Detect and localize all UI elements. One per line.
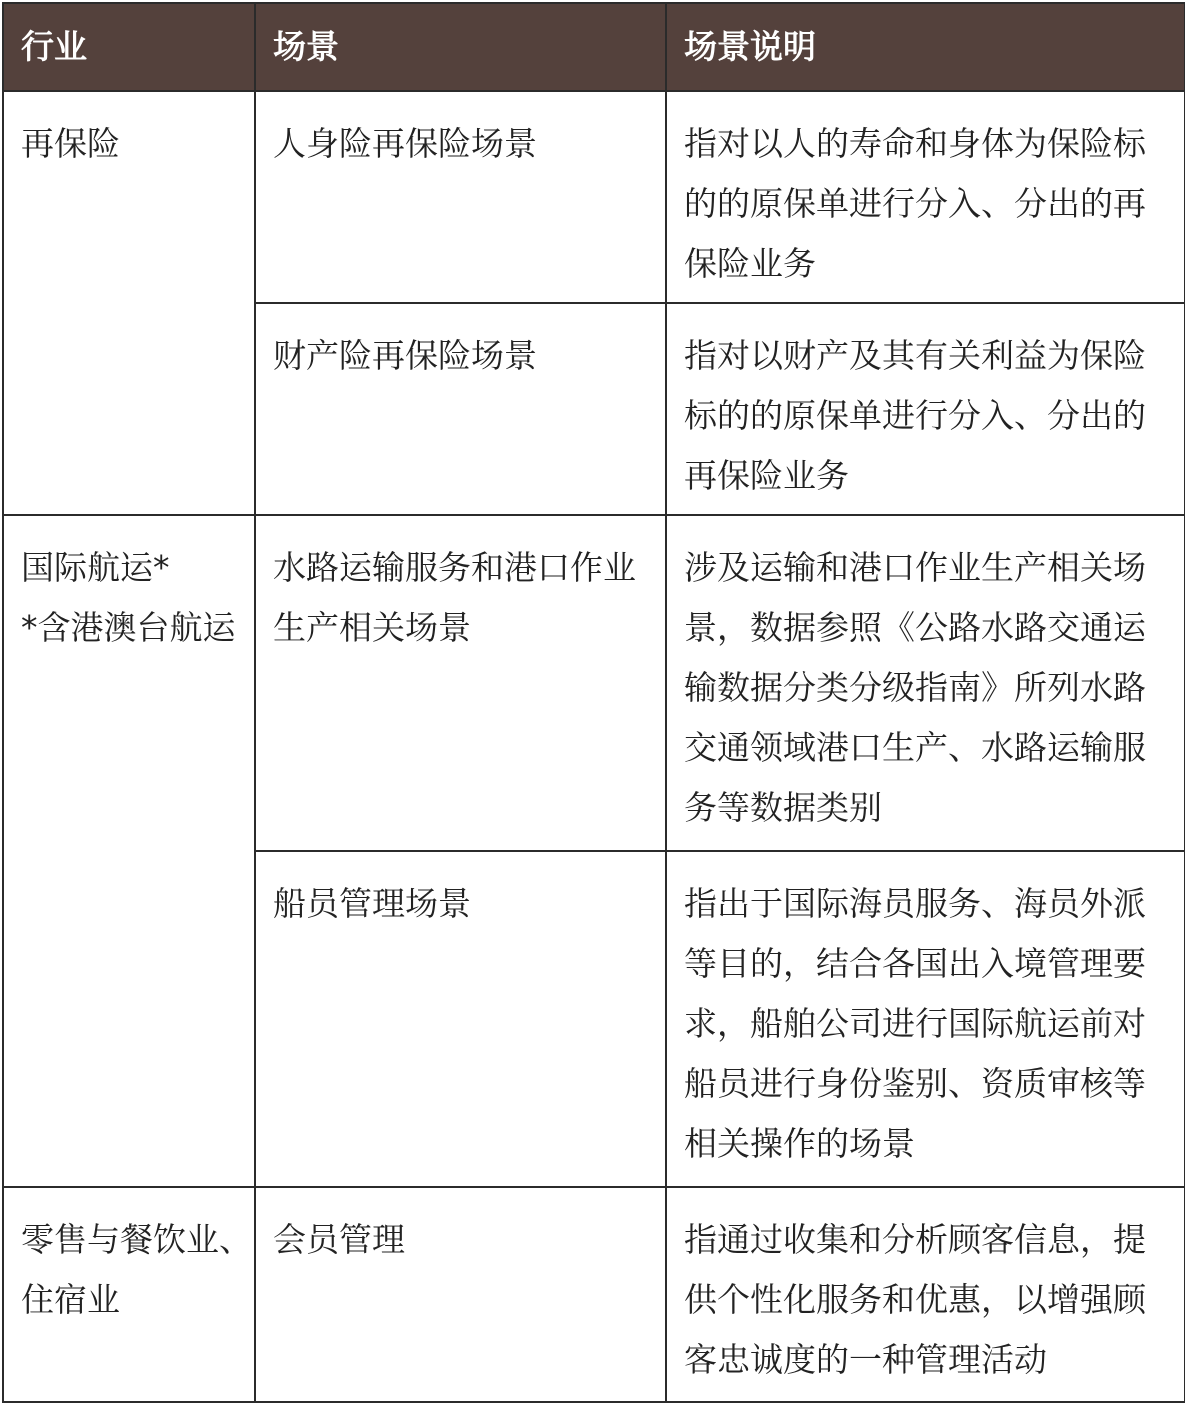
description-line: 指出于国际海员服务、海员外派 [684,884,1146,923]
description-line: 指对以财产及其有关利益为保险 [684,336,1146,375]
description-line: 指对以人的寿命和身体为保险标 [684,124,1146,163]
description-line: 船员进行身份鉴别、资质审核等 [684,1064,1146,1103]
description-line: 输数据分类分级指南》所列水路 [684,668,1146,707]
description-cell [666,515,1185,851]
scene-line: 船员管理场景 [273,884,471,923]
scene-cell [255,303,666,515]
header-industry: 行业 [3,3,255,91]
description-line: 供个性化服务和优惠，以增强顾 [684,1280,1146,1319]
description-line: 求，船舶公司进行国际航运前对 [684,1004,1146,1043]
header-description: 场景说明 [666,3,1185,91]
industry-cell [3,1187,255,1402]
description-line: 务等数据类别 [684,788,882,827]
industry-line: 再保险 [21,124,120,163]
description-line: 指通过收集和分析顾客信息，提 [684,1220,1146,1259]
scene-cell [255,1187,666,1402]
description-line: 再保险业务 [684,456,849,495]
description-line: 涉及运输和港口作业生产相关场 [684,548,1146,587]
industry-line: *含港澳台航运 [21,608,236,647]
table-row [3,91,1185,303]
scenario-table [2,2,1185,1403]
scene-line: 会员管理 [273,1220,405,1259]
industry-cell [3,515,255,1187]
description-line: 景，数据参照《公路水路交通运 [684,608,1146,647]
scene-line: 水路运输服务和港口作业 [273,548,636,587]
scene-cell [255,91,666,303]
industry-line: 住宿业 [21,1280,120,1319]
description-line: 等目的，结合各国出入境管理要 [684,944,1146,983]
description-cell [666,91,1185,303]
description-line: 客忠诚度的一种管理活动 [684,1340,1047,1379]
description-line: 保险业务 [684,244,816,283]
description-line: 交通领域港口生产、水路运输服 [684,728,1146,767]
table-row [3,1187,1185,1402]
scene-cell [255,515,666,851]
industry-line: 零售与餐饮业、 [21,1220,252,1259]
description-cell [666,851,1185,1187]
description-line: 相关操作的场景 [684,1124,915,1163]
header-scene: 场景 [255,3,666,91]
table-row [3,515,1185,851]
scene-cell [255,851,666,1187]
scene-line: 人身险再保险场景 [273,124,537,163]
industry-cell [3,91,255,515]
description-cell [666,1187,1185,1402]
description-line: 的的原保单进行分入、分出的再 [684,184,1146,223]
table-header-row [3,3,1185,91]
scene-line: 财产险再保险场景 [273,336,537,375]
industry-line: 国际航运* [21,548,170,587]
description-cell [666,303,1185,515]
description-line: 标的的原保单进行分入、分出的 [684,396,1146,435]
scene-line: 生产相关场景 [273,608,471,647]
